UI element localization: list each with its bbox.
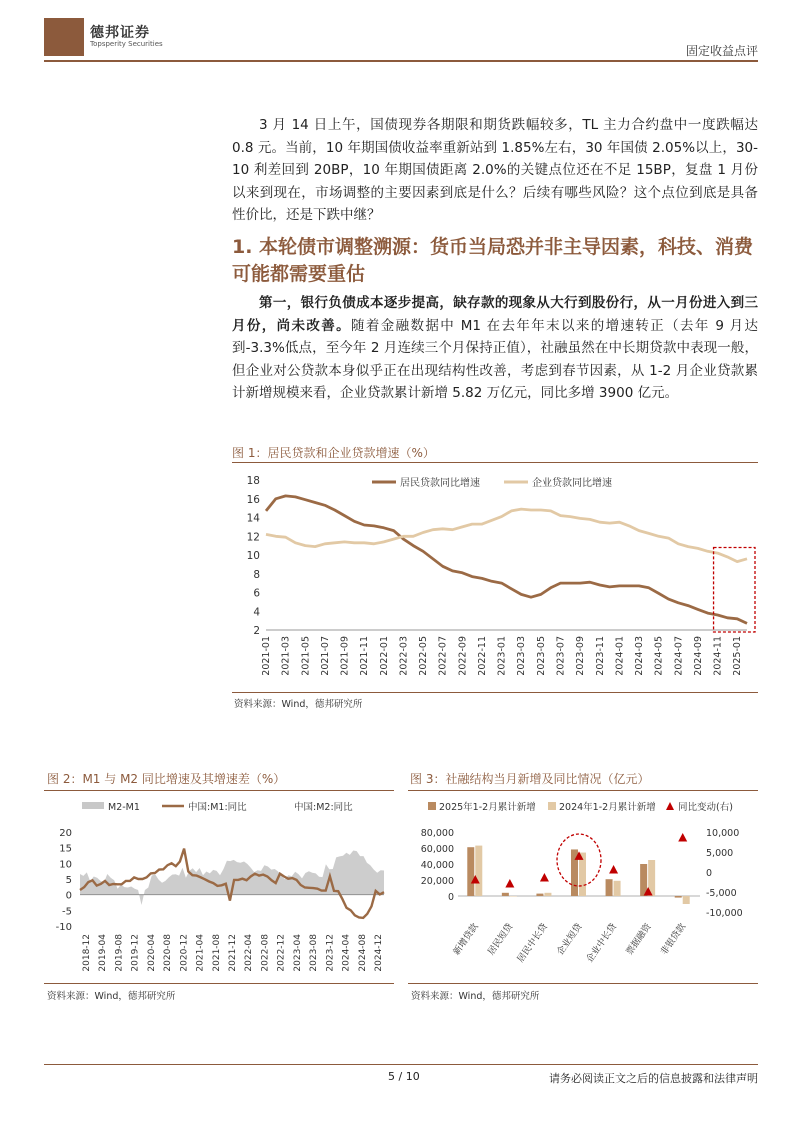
- legend-label: 中国:M1:同比: [188, 802, 247, 813]
- y-tick-label-right: -10,000: [706, 908, 743, 919]
- y-tick-label: 18: [246, 475, 260, 487]
- x-tick-label: 2021-04: [195, 934, 206, 972]
- bar-2025: [675, 896, 682, 898]
- figure-1-rule: [232, 462, 758, 463]
- x-tick-label: 2022-11: [476, 636, 488, 676]
- x-tick-label: 2019-08: [114, 934, 125, 972]
- figure-2-title: 图 2：M1 与 M2 同比增速及其增速差（%）: [47, 772, 286, 786]
- legend-label: 2025年1-2月累计新增: [439, 802, 536, 813]
- y-tick-label-left: 0: [447, 892, 454, 903]
- series-line-2: [266, 509, 747, 561]
- y-tick-label-right: -5,000: [706, 888, 737, 899]
- x-tick-label: 2023-05: [535, 636, 547, 676]
- report-section: 固定收益点评: [685, 44, 758, 58]
- x-tick-label: 2023-11: [594, 636, 606, 676]
- brand-name-en: Topsperity Securities: [90, 40, 163, 48]
- x-tick-label: 2023-09: [575, 636, 587, 676]
- x-tick-label: 2024-05: [653, 636, 665, 676]
- category-label: 新增贷款: [451, 921, 481, 958]
- header-divider: [44, 60, 758, 62]
- x-tick-label: 2021-12: [228, 934, 238, 972]
- legend-swatch: [548, 802, 556, 810]
- y-tick-label: -10: [55, 922, 72, 933]
- y-tick-label: 5: [65, 875, 72, 886]
- x-tick-label: 2023-03: [516, 636, 528, 676]
- x-tick-label: 2024-04: [341, 934, 352, 972]
- x-tick-label: 2019-04: [98, 934, 109, 972]
- y-tick-label: 10: [59, 859, 72, 871]
- yoy-marker: [505, 879, 514, 888]
- yoy-marker: [609, 865, 618, 874]
- footer-disclaimer: 请务必阅读正文之后的信息披露和法律声明: [549, 1072, 758, 1085]
- x-tick-label: 2021-09: [339, 636, 351, 676]
- figure-3-rule: [408, 790, 758, 791]
- x-tick-label: 2023-01: [496, 636, 508, 676]
- category-label: 票据融资: [624, 921, 654, 958]
- x-tick-label: 2020-08: [163, 934, 174, 972]
- y-tick-label: -5: [62, 906, 72, 918]
- x-tick-label: 2021-11: [359, 636, 371, 676]
- y-tick-label: 2: [253, 625, 260, 637]
- category-label: 企业短贷: [555, 921, 585, 958]
- x-tick-label: 2022-09: [457, 636, 469, 676]
- bar-2025: [536, 894, 543, 896]
- x-tick-label: 2023-08: [309, 934, 320, 972]
- x-tick-label: 2023-07: [555, 636, 567, 676]
- legend-label: 中国:M2:同比: [294, 802, 353, 813]
- x-tick-label: 2020-04: [146, 934, 157, 972]
- section-heading: 1. 本轮债市调整溯源：货币当局恐并非主导因素，科技、消费可能都需要重估: [232, 236, 754, 285]
- x-tick-label: 2018-12: [82, 934, 92, 972]
- legend-swatch: [82, 802, 104, 809]
- y-tick-label: 0: [65, 890, 72, 902]
- x-tick-label: 2021-01: [261, 636, 272, 676]
- legend-label: 同比变动(右): [678, 802, 733, 813]
- legend-swatch: [666, 802, 674, 810]
- figure-1-bottom-rule: [232, 692, 758, 693]
- figure-2-source: 资料来源：Wind，德邦研究所: [47, 991, 176, 1002]
- x-tick-label: 2024-01: [614, 636, 626, 676]
- category-label: 居民短贷: [486, 921, 516, 958]
- bar-2024: [683, 896, 690, 904]
- y-tick-label: 20: [59, 828, 72, 839]
- x-tick-label: 2024-08: [357, 934, 368, 972]
- x-tick-label: 2022-05: [418, 636, 430, 676]
- x-tick-label: 2021-05: [300, 636, 312, 676]
- y-tick-label-right: 10,000: [706, 828, 740, 839]
- figure-3-source: 资料来源：Wind，德邦研究所: [411, 991, 540, 1002]
- figure-1-source: 资料来源：Wind，德邦研究所: [234, 699, 363, 710]
- x-tick-label: 2023-04: [292, 934, 303, 972]
- x-tick-label: 2022-04: [244, 934, 255, 972]
- x-tick-label: 2021-03: [280, 636, 292, 676]
- x-tick-label: 2025-01: [732, 636, 744, 676]
- paragraph-body: 随着金融数据中 M1 在去年年末以来的增速转正（去年 9 月达到-3.3%低点，至今年 2 月连续三个月保持正值），社融虽然在中长期贷款中表现一般，但企业对公贷款本身似乎正在出现结构性改善，考虑到春节因素，从 1-2 月企业贷款累计新增规模来看，企业贷款累计新增 5.82 万亿元，同比多增 3900 亿元。: [232, 317, 759, 401]
- brand-name: 德邦证券: [90, 25, 150, 41]
- y-tick-label-left: 40,000: [420, 860, 454, 871]
- figure-2-rule: [44, 790, 394, 791]
- bar-2024: [475, 846, 482, 896]
- figure-1-chart: [232, 466, 758, 688]
- bar-2025: [606, 879, 613, 896]
- y-tick-label-left: 80,000: [420, 828, 454, 839]
- figure-3-chart: [408, 794, 758, 982]
- x-tick-label: 2021-08: [211, 934, 222, 972]
- x-tick-label: 2020-12: [179, 934, 190, 972]
- bar-2025: [502, 893, 509, 896]
- yoy-marker: [678, 833, 687, 842]
- x-tick-label: 2023-12: [325, 934, 336, 972]
- footer-divider: [44, 1064, 758, 1065]
- figure-3-title: 图 3：社融结构当月新增及同比情况（亿元）: [410, 772, 650, 786]
- x-tick-label: 2024-12: [374, 934, 384, 972]
- legend-label: M2-M1: [108, 802, 140, 813]
- x-tick-label: 2024-07: [673, 636, 685, 676]
- x-tick-label: 2022-01: [378, 636, 390, 676]
- area-m2-m1: [80, 851, 384, 906]
- category-label: 非银贷款: [659, 921, 689, 958]
- x-tick-label: 2019-12: [130, 934, 141, 972]
- bar-2024: [544, 893, 551, 896]
- figure-3-bottom-rule: [408, 983, 758, 984]
- paragraph-lead: 第一，银行负债成本逐步提高，缺存款的现象从大行到股份行，从一月份进入到三月份，尚未改善。: [232, 295, 758, 334]
- intro-paragraph: [232, 114, 758, 227]
- body-paragraph: [232, 292, 758, 405]
- x-tick-label: 2022-07: [437, 636, 449, 676]
- logo-mark: [44, 18, 84, 56]
- figure-2-bottom-rule: [44, 983, 394, 984]
- x-tick-label: 2024-09: [692, 636, 704, 676]
- bar-2025: [467, 847, 474, 896]
- y-tick-label: 15: [59, 843, 72, 855]
- category-label: 居民中长贷: [515, 921, 550, 965]
- x-tick-label: 2024-03: [634, 636, 646, 676]
- x-tick-label: 2022-12: [276, 934, 287, 972]
- figure-2-chart: [44, 794, 394, 982]
- y-tick-label: 10: [246, 550, 260, 562]
- y-tick-label: 8: [253, 568, 260, 581]
- y-tick-label: 4: [253, 606, 260, 619]
- y-tick-label-right: 0: [706, 868, 713, 879]
- y-tick-label: 16: [246, 493, 260, 506]
- category-label: 企业中长贷: [585, 921, 620, 965]
- x-tick-label: 2021-07: [319, 636, 331, 676]
- y-tick-label: 6: [253, 587, 260, 600]
- legend-swatch: [428, 802, 436, 810]
- legend-label: 2024年1-2月累计新增: [559, 802, 656, 813]
- x-tick-label: 2022-03: [398, 636, 410, 676]
- yoy-marker: [540, 873, 549, 882]
- y-tick-label-right: 5,000: [706, 848, 734, 859]
- y-tick-label: 12: [246, 531, 260, 544]
- bar-2024: [510, 896, 517, 897]
- figure-1-title: 图 1：居民贷款和企业贷款增速（%）: [232, 446, 435, 460]
- intro-text: 3 月 14 日上午，国债现券各期限和期货跌幅较多，TL 主力合约盘中一度跌幅达 0.8 元。当前，10 年期国债收益率重新站到 1.85%左右，30 年国债 2.05%以上，30-10 利差回到 20BP，10 年期国债距离 2.0%的关键点位还在不足 15BP，复盘 1 月份以来到现在，市场调整的主要因素到底是什么？后续有哪些风险？这个点位到底是具备性价比，还是下跌中继？: [232, 117, 758, 223]
- y-tick-label-left: 60,000: [420, 844, 454, 855]
- page-number: 5 / 10: [388, 1070, 420, 1083]
- x-tick-label: 2024-11: [712, 636, 724, 676]
- y-tick-label: 14: [246, 512, 260, 525]
- bar-2024: [614, 881, 621, 896]
- legend-label: 企业贷款同比增速: [532, 478, 612, 489]
- legend-label: 居民贷款同比增速: [400, 478, 480, 489]
- x-tick-label: 2022-08: [260, 934, 271, 972]
- y-tick-label-left: 20,000: [420, 876, 454, 887]
